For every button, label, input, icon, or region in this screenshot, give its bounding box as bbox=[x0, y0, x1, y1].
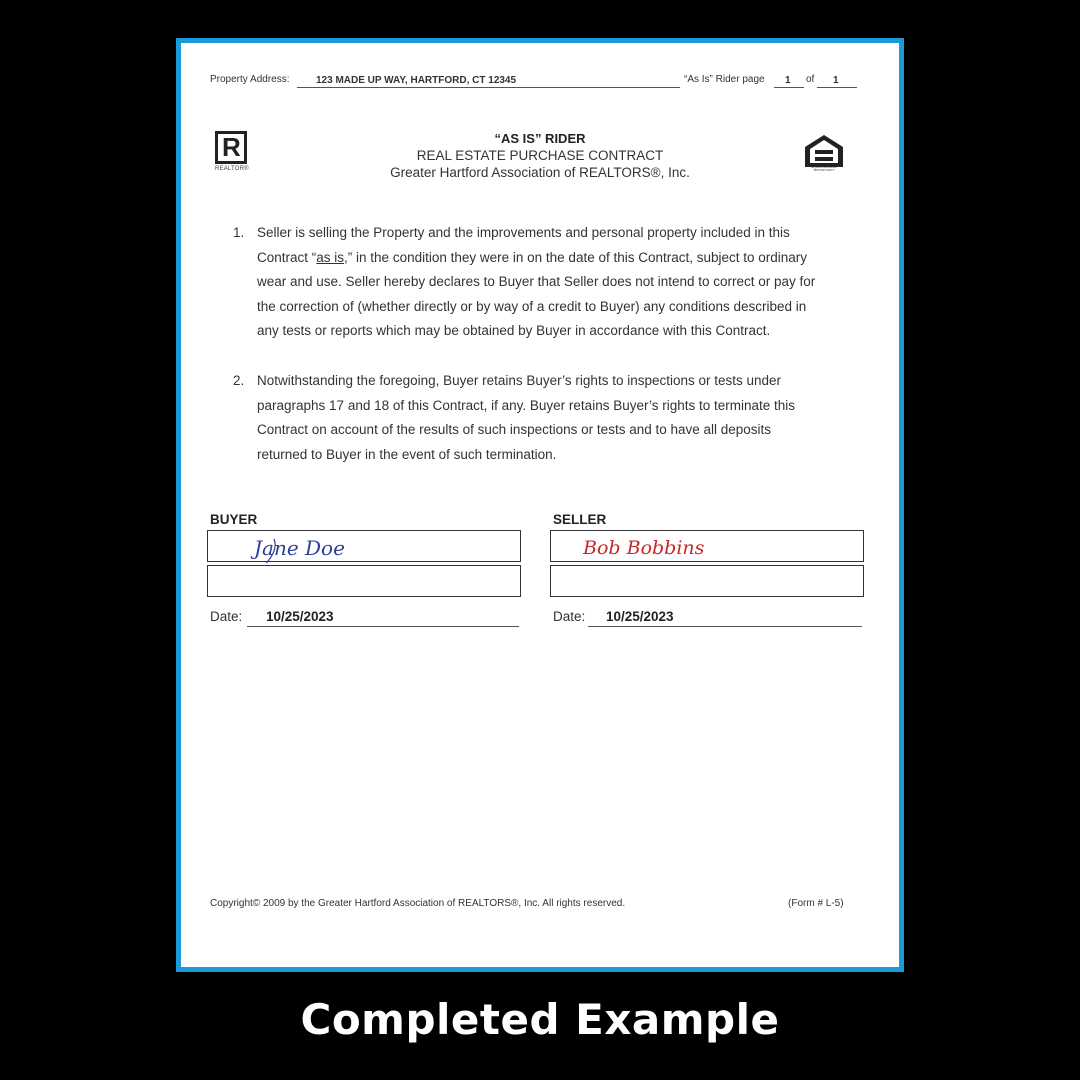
property-header bbox=[210, 74, 857, 90]
rider-page-label: “As Is” Rider page bbox=[684, 74, 765, 85]
page-total: 1 bbox=[833, 75, 839, 86]
buyer-date-value: 10/25/2023 bbox=[266, 609, 334, 624]
seller-signature-field[interactable] bbox=[550, 530, 864, 562]
equal-housing-caption: EQUAL HOUSING OPPORTUNITY bbox=[811, 165, 837, 172]
buyer-signature bbox=[208, 531, 522, 563]
buyer-signature-field[interactable] bbox=[207, 530, 521, 562]
seller-printed-name-field[interactable] bbox=[550, 565, 864, 597]
page-number-underline bbox=[774, 87, 804, 88]
caption-completed-example: Completed Example bbox=[300, 995, 780, 1044]
svg-text:Bob Bobbins: Bob Bobbins bbox=[583, 537, 705, 559]
paragraph-line: wear and use. Seller hereby declares to Buyer that Seller does not intend to correct or pay for bbox=[257, 274, 816, 289]
paragraph-line: Contract on account of the results of such inspections or tests and to have all deposits bbox=[257, 422, 772, 437]
title-line-2: REAL ESTATE PURCHASE CONTRACT bbox=[416, 148, 664, 163]
address-underline bbox=[297, 87, 680, 88]
document-page bbox=[181, 43, 899, 967]
svg-text:Jane Doe: Jane Doe bbox=[254, 536, 345, 560]
paragraph-2 bbox=[233, 369, 853, 467]
copyright-text: Copyright© 2009 by the Greater Hartford Association of REALTORS®, Inc. All rights reserved. bbox=[210, 898, 626, 909]
of-label: of bbox=[806, 74, 815, 85]
form-number: (Form # L-5) bbox=[788, 898, 844, 909]
buyer-label: BUYER bbox=[210, 512, 258, 527]
buyer-printed-name-field[interactable] bbox=[207, 565, 521, 597]
seller-date-underline bbox=[588, 626, 862, 627]
buyer-date-underline bbox=[247, 626, 519, 627]
paragraph-number: 1. bbox=[233, 225, 245, 240]
paragraph-line: Contract “as is,” in the condition they were in on the date of this Contract, subject to ordinary bbox=[257, 249, 808, 265]
as-is-underlined: as is bbox=[316, 249, 345, 265]
realtor-caption: REALTOR® bbox=[215, 166, 249, 172]
title-line-3: Greater Hartford Association of REALTORS®, Inc. bbox=[390, 165, 690, 180]
seller-date-value: 10/25/2023 bbox=[606, 609, 674, 624]
seller-date-label: Date: bbox=[553, 609, 586, 624]
title-line-1: “AS IS” RIDER bbox=[494, 131, 586, 146]
paragraph-number: 2. bbox=[233, 373, 245, 388]
paragraph-line: returned to Buyer in the event of such termination. bbox=[257, 446, 557, 462]
paragraph-line: any tests or reports which may be obtained by Buyer in accordance with this Contract. bbox=[257, 323, 771, 338]
paragraph-line: Seller is selling the Property and the improvements and personal property included in this bbox=[257, 225, 790, 240]
page-number: 1 bbox=[785, 75, 791, 86]
document-title bbox=[181, 131, 899, 181]
paragraph-1 bbox=[233, 221, 853, 344]
paragraph-line: the correction of (whether directly or by way of a credit to Buyer) any conditions described in bbox=[257, 298, 807, 314]
seller-label: SELLER bbox=[553, 512, 607, 527]
page-total-underline bbox=[817, 87, 857, 88]
realtor-r-icon: R bbox=[215, 131, 247, 164]
document-frame bbox=[176, 38, 904, 972]
property-address-label: Property Address: bbox=[210, 74, 290, 85]
seller-signature bbox=[551, 531, 865, 563]
paragraph-line: Notwithstanding the foregoing, Buyer retains Buyer’s rights to inspections or tests under bbox=[257, 373, 782, 388]
paragraph-line: paragraphs 17 and 18 of this Contract, if any. Buyer retains Buyer’s rights to terminate this bbox=[257, 397, 796, 413]
buyer-date-label: Date: bbox=[210, 609, 243, 624]
property-address-value: 123 MADE UP WAY, HARTFORD, CT 12345 bbox=[316, 75, 517, 86]
